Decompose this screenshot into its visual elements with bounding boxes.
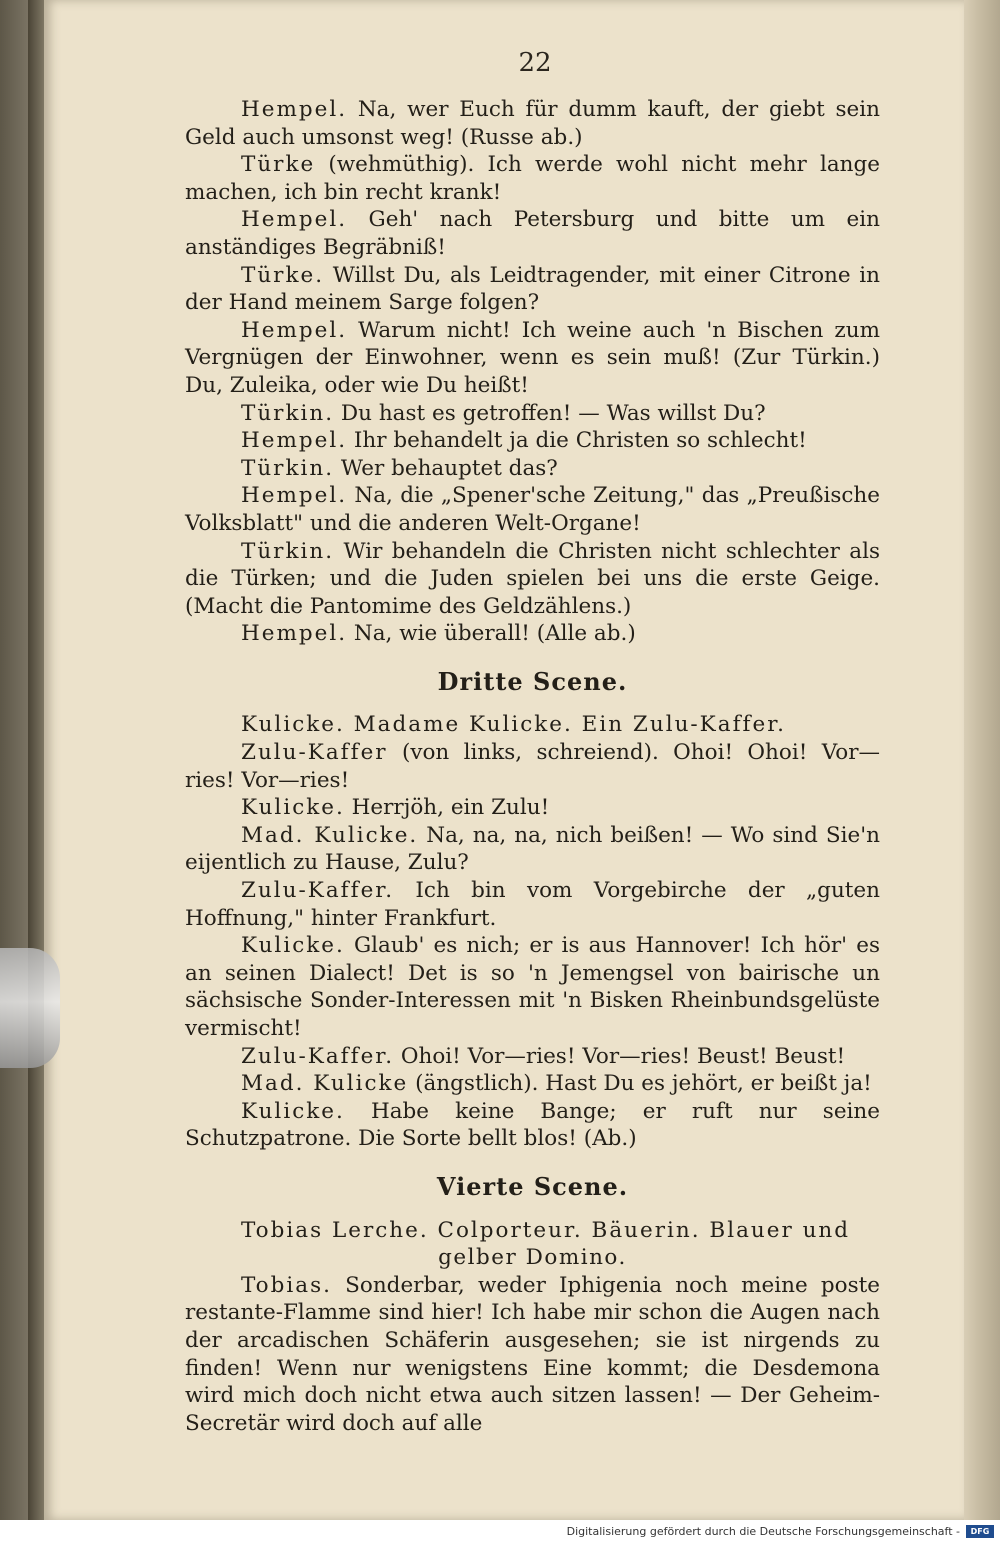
page-clip [0, 948, 60, 1068]
speaker-name: Zulu-Kaffer [241, 740, 388, 766]
speaker-name: Mad. Kulicke [241, 1071, 409, 1097]
dialogue-text: (wehmüthig). Ich werde wohl nicht mehr lange machen, ich bin recht krank! [185, 152, 880, 205]
speaker-name: Kulicke. [241, 1098, 345, 1124]
footer-bar [0, 1520, 1000, 1543]
paragraph [185, 151, 880, 206]
dialogue-text: Na, wie überall! (Alle ab.) [353, 621, 636, 647]
dialogue-text: Geh' nach Petersburg und bitte um ein anständiges Begräbniß! [185, 207, 880, 260]
scene-cast-line: gelber Domino. [438, 1245, 627, 1271]
paragraph [185, 822, 880, 877]
page-number: 22 [518, 48, 552, 78]
speaker-name: Hempel. [241, 621, 348, 647]
speaker-name: Türkin. [241, 455, 335, 481]
paragraph [185, 538, 880, 621]
speaker-name: Hempel. [241, 207, 348, 233]
scene-heading: Vierte Scene. [436, 1171, 629, 1201]
dialogue-text: Wer behauptet das? [340, 455, 558, 481]
paragraph [185, 400, 880, 428]
dialogue-text: Du hast es getroffen! — Was willst Du? [340, 400, 766, 426]
page-edge [964, 0, 1000, 1520]
paragraph [185, 206, 880, 261]
dialogue-text: Na, die „Spener'sche Zeitung," das „Preußische Volksblatt" und die anderen Welt-Organe! [185, 483, 880, 536]
dialogue-text: Na, na, na, nich beißen! — Wo sind Sie'n eijentlich zu Hause, Zulu? [185, 822, 880, 876]
speaker-name: Hempel. [241, 97, 348, 122]
dialogue-text: Glaub' es nich; er is aus Hannover! Ich hör' es an seinen Dialect! Det is so 'n Jemengsel von bairische un sächsische Sonder-Interessen mit 'n Bisken Rheinbundsgelüste vermischt! [185, 933, 880, 1041]
paragraph [185, 739, 880, 794]
paragraph [185, 794, 880, 822]
dialogue-text: Wir behandeln die Christen nicht schlechter als die Türken; und die Juden spielen bei uns die erste Geige. (Macht die Pantomime des Geldzählens.) [185, 538, 880, 619]
paragraph [185, 1043, 880, 1071]
speaker-name: Türkin. [241, 538, 335, 564]
speaker-name: Türke. [241, 262, 325, 288]
scene-cast: Kulicke. Madame Kulicke. Ein Zulu-Kaffer. [241, 712, 786, 738]
speaker-name: Hempel. [241, 428, 348, 454]
paragraph [185, 1070, 880, 1098]
speaker-name: Zulu-Kaffer. [241, 1043, 395, 1069]
scene-heading: Dritte Scene. [437, 666, 628, 696]
speaker-name: Kulicke. [241, 933, 345, 959]
paragraph [185, 1098, 880, 1153]
dialogue-text: Ihr behandelt ja die Christen so schlecht! [353, 428, 807, 454]
speaker-name: Türke [241, 152, 316, 178]
dialogue-text: Warum nicht! Ich weine auch 'n Bischen zum Vergnügen der Einwohner, wenn es sein muß! (Zur Türkin.) Du, Zuleika, oder wie Du heißt! [185, 317, 880, 398]
paragraph [185, 262, 880, 317]
page-text [185, 96, 880, 1437]
paragraph [185, 620, 880, 648]
dialogue-text: Willst Du, als Leidtragender, mit einer Citrone in der Hand meinem Sarge folgen? [185, 262, 880, 316]
paragraph [185, 877, 880, 932]
dialogue-text: Ohoi! Vor—ries! Vor—ries! Beust! Beust! [400, 1043, 846, 1069]
paragraph [185, 1272, 880, 1438]
paragraph [185, 932, 880, 1042]
dialogue-text: Ich bin vom Vorgebirche der „guten Hoffnung," hinter Frankfurt. [185, 878, 880, 931]
speaker-name: Tobias. [241, 1272, 332, 1298]
speaker-name: Kulicke. [241, 795, 345, 821]
dialogue-text: Na, wer Euch für dumm kauft, der giebt sein Geld auch umsonst weg! (Russe ab.) [185, 97, 880, 150]
paragraph [185, 482, 880, 537]
dfg-logo-icon: DFG [966, 1525, 994, 1538]
dialogue-text: (ängstlich). Hast Du es jehört, er beißt ja! [415, 1071, 872, 1097]
speaker-name: Hempel. [241, 317, 348, 343]
paragraph [185, 96, 880, 151]
dialogue-text: Habe keine Bange; er ruft nur seine Schutzpatrone. Die Sorte bellt blos! (Ab.) [185, 1098, 880, 1152]
speaker-name: Hempel. [241, 483, 348, 509]
dialogue-text: Herrjöh, ein Zulu! [351, 795, 550, 821]
paragraph [185, 455, 880, 483]
dialogue-text: Sonderbar, weder Iphigenia noch meine poste restante-Flamme sind hier! Ich habe mir schon die Augen nach der arcadischen Schäferin ausgesehen; sie ist nirgends zu finden! Wenn nur wenigstens Eine kommt; die Desdemona wird mich doch nicht etwa auch sitzen lassen! — Der Geheim-Secretär wird doch auf alle [185, 1272, 880, 1436]
speaker-name: Mad. Kulicke. [241, 822, 419, 848]
footer-credit: Digitalisierung gefördert durch die Deutsche Forschungsgemeinschaft - [566, 1525, 960, 1538]
scene-cast-line: Tobias Lerche. Colporteur. Bäuerin. Blauer und [241, 1217, 851, 1243]
speaker-name: Zulu-Kaffer. [241, 878, 395, 904]
paragraph [185, 317, 880, 400]
dialogue-text: (von links, schreiend). Ohoi! Ohoi! Vor—ries! Vor—ries! [185, 740, 880, 793]
paragraph [185, 427, 880, 455]
speaker-name: Türkin. [241, 400, 335, 426]
